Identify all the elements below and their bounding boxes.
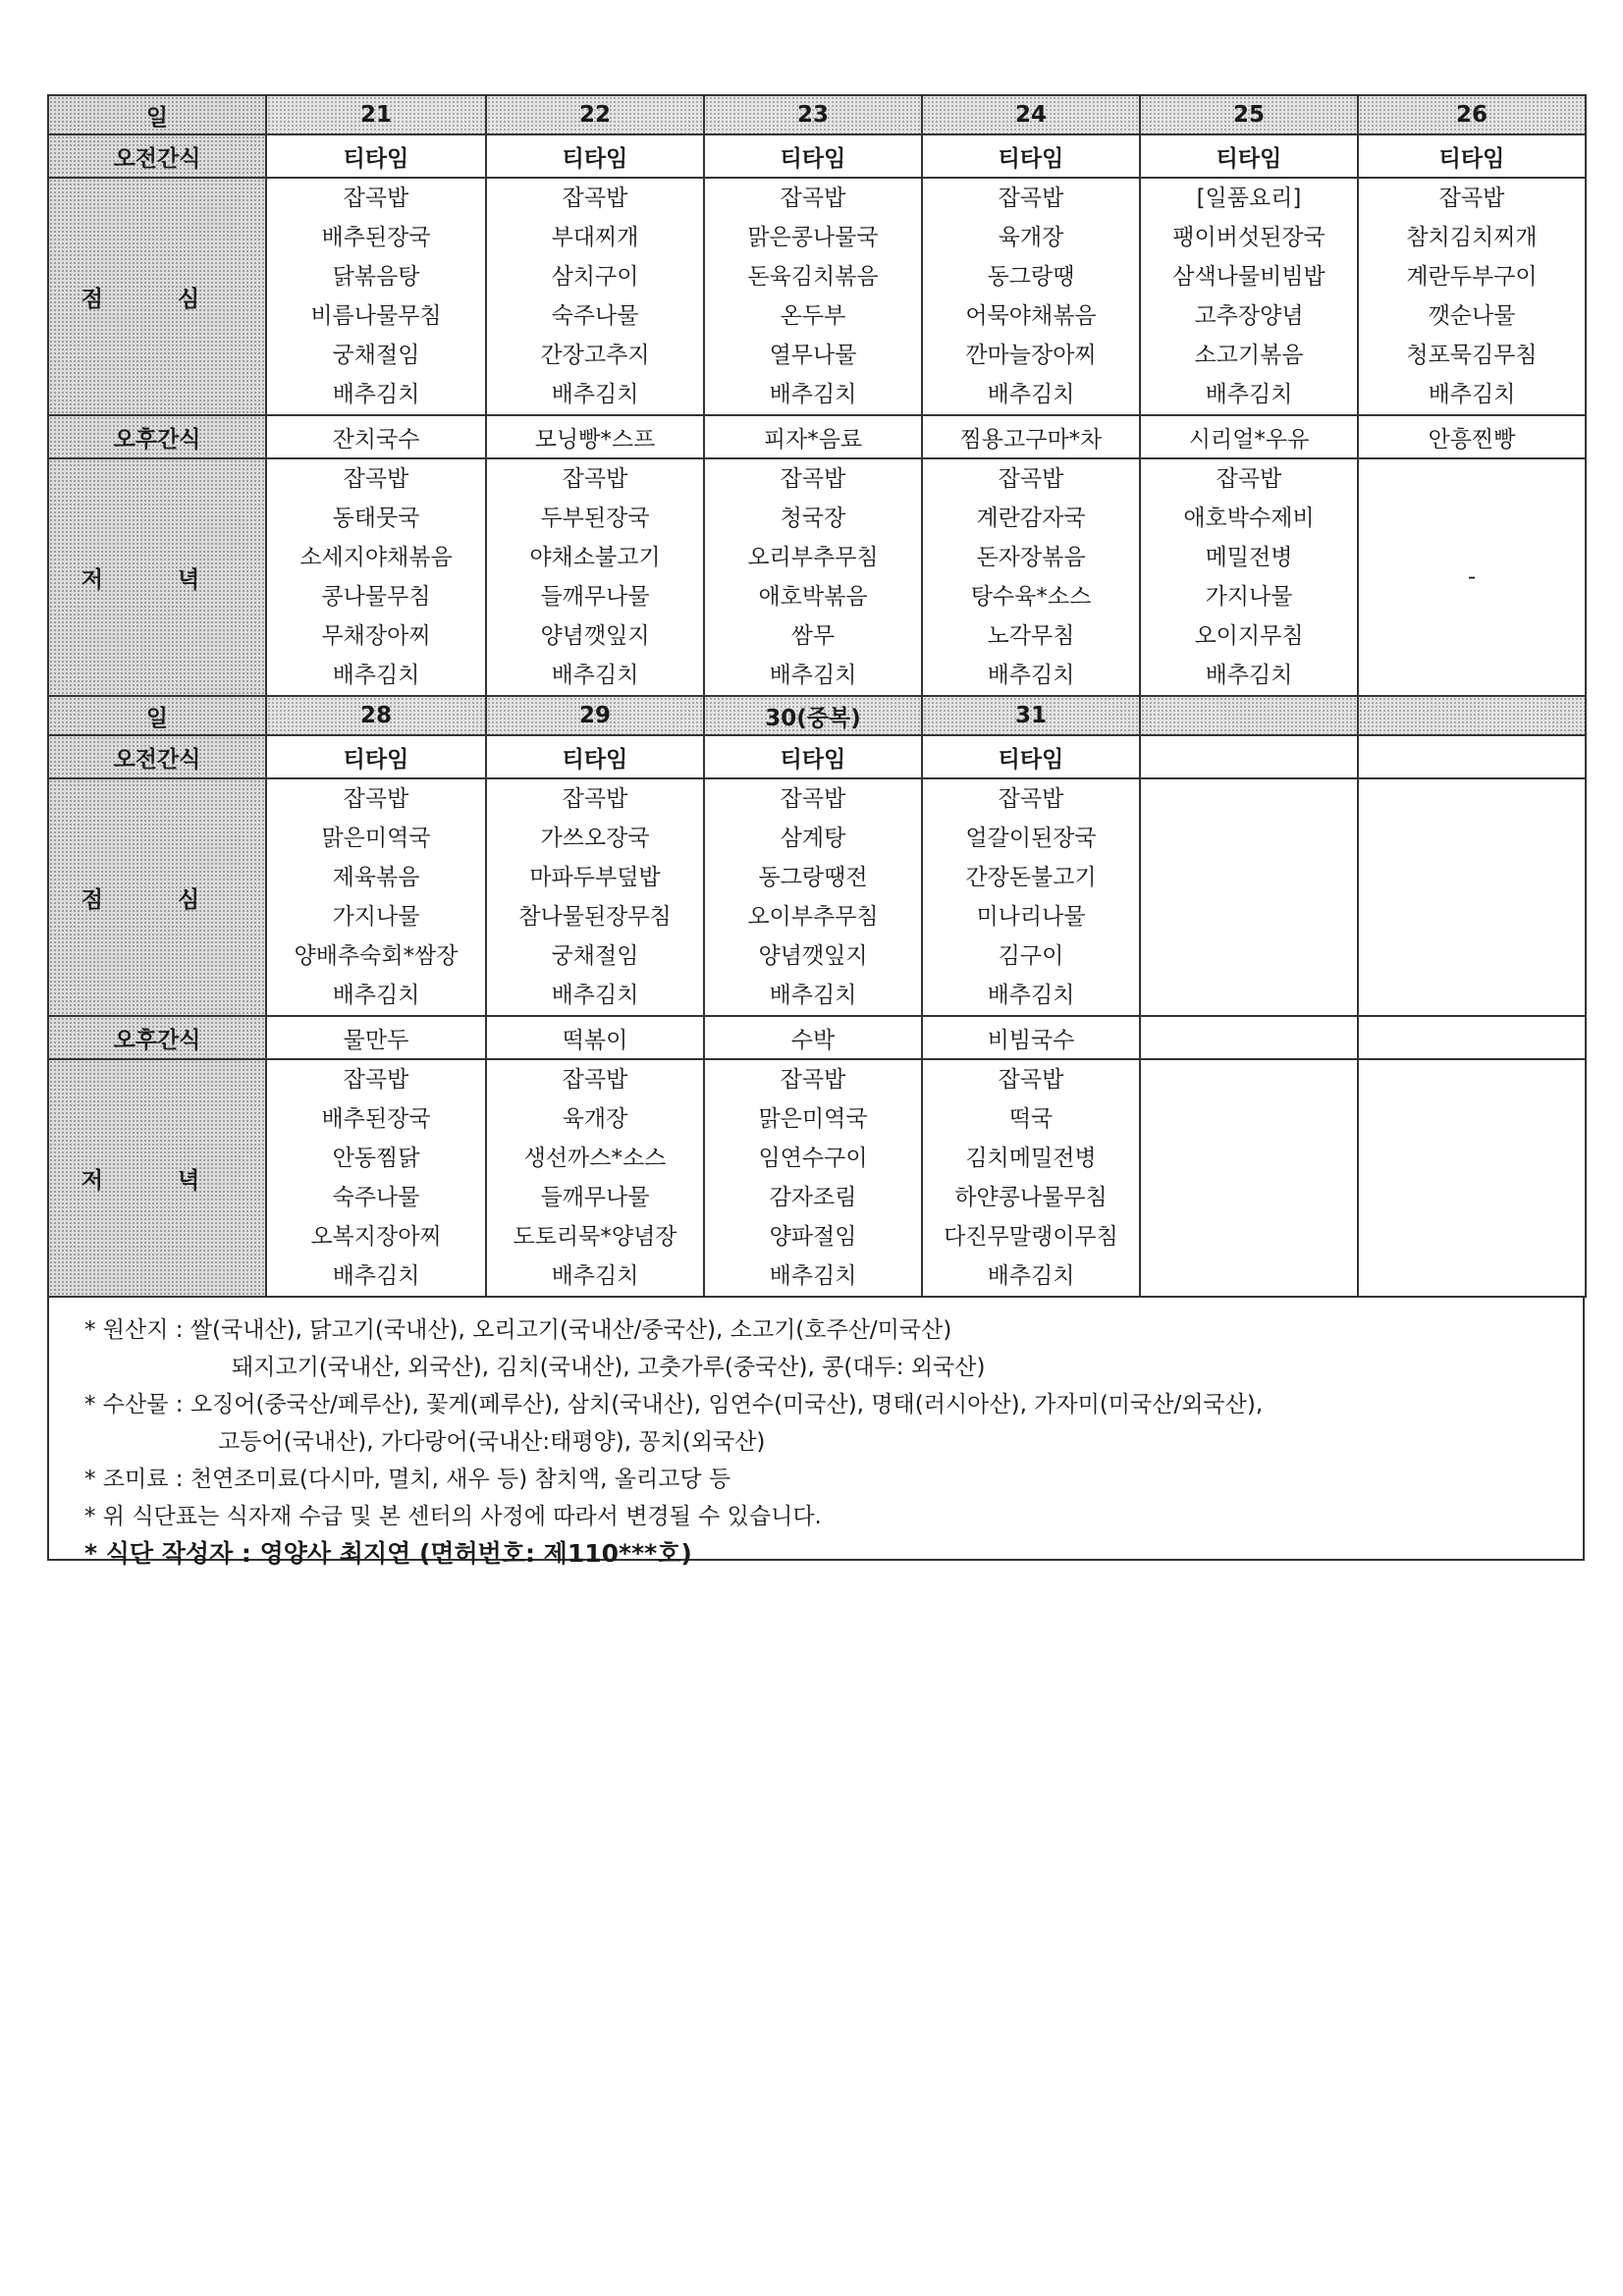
menu-item: 쌈무 (790, 623, 836, 649)
menu-item: 배추김치 (1205, 663, 1293, 688)
menu-item: 배추김치 (551, 1263, 639, 1289)
menu-item: 숙주나물 (551, 303, 639, 329)
seafood-note-cont: 고등어(국내산), 가다랑어(국내산:태평양), 꽁치(외국산) (218, 1429, 766, 1455)
menu-item: 양배추숙회*쌈장 (294, 943, 459, 969)
menu-item: 간장고추지 (540, 343, 650, 368)
menu-item: 청포묵김무침 (1406, 343, 1538, 368)
menu-item: 김구이 (998, 943, 1064, 969)
menu-item: 삼계탕 (780, 826, 846, 851)
dinner-row (48, 458, 1586, 696)
menu-item: 제육볶음 (332, 865, 420, 890)
lunch-cell (704, 778, 922, 1016)
day-cell: 25 (1140, 95, 1358, 134)
row-label-day: 일 (48, 696, 266, 735)
afternoon-snack-cell: 안흥찐빵 (1358, 415, 1586, 458)
menu-item: 가지나물 (332, 904, 420, 930)
dinner-cell (922, 458, 1140, 696)
menu-item: 감자조림 (769, 1185, 857, 1210)
menu-item: 배추김치 (987, 382, 1075, 407)
dinner-cell (704, 1059, 922, 1297)
menu-item: 도토리묵*양념장 (513, 1224, 677, 1250)
day-cell: 23 (704, 95, 922, 134)
afternoon-snack-cell: 잔치국수 (266, 415, 486, 458)
day-cell: 30(중복) (704, 696, 922, 735)
menu-item: 콩나물무침 (321, 584, 431, 610)
morning-snack-cell: 티타임 (1358, 134, 1586, 178)
dinner-cell (1358, 1059, 1586, 1297)
menu-item: 비름나물무침 (310, 303, 442, 329)
seasoning-note: * 조미료 : 천연조미료(다시마, 멸치, 새우 등) 참치액, 올리고당 등 (84, 1467, 731, 1492)
lunch-cell (266, 178, 486, 415)
menu-item: 오이지무침 (1194, 623, 1304, 649)
afternoon-snack-cell: 피자*음료 (704, 415, 922, 458)
menu-item: 깐마늘장아찌 (965, 343, 1097, 368)
menu-item: 배추김치 (551, 382, 639, 407)
menu-item: 잡곡밥 (562, 786, 628, 812)
day-cell: 22 (486, 95, 704, 134)
menu-item: 임연수구이 (758, 1146, 868, 1171)
menu-item: 배추김치 (987, 983, 1075, 1008)
row-label-lunch: 점 심 (48, 178, 266, 415)
menu-item: 잡곡밥 (1438, 186, 1505, 211)
day-cell: 29 (486, 696, 704, 735)
seafood-note: * 수산물 : 오징어(중국산/페루산), 꽃게(페루산), 삼치(국내산), 임연수(미국산), 명태(러시아산), 가자미(미국산/외국산), (84, 1392, 1264, 1417)
afternoon-snack-cell: 떡볶이 (486, 1016, 704, 1059)
dinner-cell (1358, 458, 1586, 696)
menu-item: 마파두부덮밥 (529, 865, 661, 890)
menu-item: 배추김치 (551, 663, 639, 688)
menu-item: 배추김치 (332, 382, 420, 407)
menu-item: 계란감자국 (976, 506, 1086, 531)
menu-item: 양념깻잎지 (540, 623, 650, 649)
afternoon-snack-cell: 모닝빵*스프 (486, 415, 704, 458)
menu-item: 탕수육*소스 (970, 584, 1092, 610)
menu-item: 배추김치 (1205, 382, 1293, 407)
menu-item: 돈자장볶음 (976, 545, 1086, 570)
menu-item: 다진무말랭이무침 (944, 1224, 1118, 1250)
menu-item: 가쓰오장국 (540, 826, 650, 851)
day-cell: 31 (922, 696, 1140, 735)
menu-item: 생선까스*소스 (523, 1146, 667, 1171)
lunch-row (48, 778, 1586, 1016)
menu-item: 배추김치 (332, 983, 420, 1008)
menu-item: 잡곡밥 (998, 186, 1064, 211)
weekly-menu-table (47, 94, 1587, 1298)
lunch-cell (486, 778, 704, 1016)
menu-item: 배추김치 (332, 663, 420, 688)
menu-item: 잡곡밥 (343, 1067, 409, 1093)
menu-item: 잡곡밥 (998, 1067, 1064, 1093)
menu-item: 삼치구이 (551, 264, 639, 290)
origin-note-cont: 돼지고기(국내산, 외국산), 김치(국내산), 고춧가루(중국산), 콩(대두: 외국산) (232, 1355, 986, 1380)
lunch-cell (1140, 778, 1358, 1016)
day-cell (1358, 696, 1586, 735)
menu-item: 맑은미역국 (321, 826, 431, 851)
menu-item: 안동찜닭 (332, 1146, 420, 1171)
menu-item: 오이부추무침 (747, 904, 879, 930)
menu-item: 야채소불고기 (529, 545, 661, 570)
row-label-lunch: 점 심 (48, 778, 266, 1016)
menu-item: 동그랑땡 (987, 264, 1075, 290)
lunch-row (48, 178, 1586, 415)
dinner-cell (486, 1059, 704, 1297)
menu-item: 팽이버섯된장국 (1172, 225, 1325, 250)
menu-sheet (47, 94, 1585, 1568)
menu-item: 닭볶음탕 (332, 264, 420, 290)
row-label-afternoon-snack: 오후간식 (48, 1016, 266, 1059)
menu-item: 동태뭇국 (332, 506, 420, 531)
menu-item: 잡곡밥 (1216, 466, 1282, 492)
menu-item: 고추장양념 (1194, 303, 1304, 329)
menu-item: 온두부 (780, 303, 846, 329)
afternoon-snack-row (48, 1016, 1586, 1059)
menu-item: 맑은콩나물국 (747, 225, 879, 250)
row-label-morning-snack: 오전간식 (48, 735, 266, 778)
afternoon-snack-cell: 물만두 (266, 1016, 486, 1059)
menu-item: 하얀콩나물무침 (954, 1185, 1108, 1210)
menu-item: 들깨무나물 (540, 1185, 650, 1210)
afternoon-snack-cell: 찜용고구마*차 (922, 415, 1140, 458)
menu-item: 떡국 (1008, 1106, 1054, 1132)
menu-item: 노각무침 (987, 623, 1075, 649)
morning-snack-cell: 티타임 (486, 735, 704, 778)
row-label-day: 일 (48, 95, 266, 134)
row-label-dinner: 저 녁 (48, 458, 266, 696)
menu-item: 참나물된장무침 (518, 904, 672, 930)
menu-item: 간장돈불고기 (965, 865, 1097, 890)
menu-item: 소고기볶음 (1194, 343, 1304, 368)
morning-snack-row (48, 735, 1586, 778)
menu-item: 잡곡밥 (780, 786, 846, 812)
menu-item: 무채장아찌 (321, 623, 431, 649)
lunch-cell (922, 178, 1140, 415)
morning-snack-cell (1140, 735, 1358, 778)
row-label-afternoon-snack: 오후간식 (48, 415, 266, 458)
menu-item: 소세지야채볶음 (299, 545, 453, 570)
afternoon-snack-cell: 수박 (704, 1016, 922, 1059)
menu-item: 애호박수제비 (1183, 506, 1315, 531)
menu-item: 잡곡밥 (998, 466, 1064, 492)
menu-item: 얼갈이된장국 (965, 826, 1097, 851)
menu-item: 양파절임 (769, 1224, 857, 1250)
menu-item: 배추김치 (769, 382, 857, 407)
menu-item: 들깨무나물 (540, 584, 650, 610)
morning-snack-cell: 티타임 (1140, 134, 1358, 178)
menu-item: 잡곡밥 (562, 466, 628, 492)
menu-item: 김치메밀전병 (965, 1146, 1097, 1171)
menu-item: 숙주나물 (332, 1185, 420, 1210)
menu-item: 동그랑땡전 (758, 865, 868, 890)
morning-snack-cell: 티타임 (704, 735, 922, 778)
afternoon-snack-cell (1358, 1016, 1586, 1059)
menu-item: 잡곡밥 (780, 186, 846, 211)
menu-item: 애호박볶음 (758, 584, 868, 610)
day-cell (1140, 696, 1358, 735)
menu-item: 청국장 (780, 506, 846, 531)
menu-item: 맑은미역국 (758, 1106, 868, 1132)
day-cell: 21 (266, 95, 486, 134)
menu-item: 배추김치 (769, 663, 857, 688)
menu-item: 궁채절임 (332, 343, 420, 368)
menu-item: 오복지장아찌 (310, 1224, 442, 1250)
row-label-morning-snack: 오전간식 (48, 134, 266, 178)
dinner-cell (266, 458, 486, 696)
morning-snack-cell (1358, 735, 1586, 778)
dinner-cell (1140, 1059, 1358, 1297)
day-header-row (48, 95, 1586, 134)
menu-item: 육개장 (562, 1106, 628, 1132)
menu-item: 돈육김치볶음 (747, 264, 879, 290)
morning-snack-cell: 티타임 (266, 735, 486, 778)
day-cell: 28 (266, 696, 486, 735)
menu-item: 배추김치 (987, 1263, 1075, 1289)
afternoon-snack-cell: 시리얼*우유 (1140, 415, 1358, 458)
menu-item: 메밀전병 (1205, 545, 1293, 570)
morning-snack-cell: 티타임 (266, 134, 486, 178)
menu-item: 어묵야채볶음 (965, 303, 1097, 329)
menu-item: 잡곡밥 (562, 1067, 628, 1093)
lunch-cell (1140, 178, 1358, 415)
day-cell: 26 (1358, 95, 1586, 134)
menu-item: 잡곡밥 (343, 786, 409, 812)
menu-item: 미나리나물 (976, 904, 1086, 930)
menu-item: 배추김치 (769, 983, 857, 1008)
morning-snack-cell: 티타임 (704, 134, 922, 178)
morning-snack-cell: 티타임 (922, 735, 1140, 778)
menu-item: 계란두부구이 (1406, 264, 1538, 290)
menu-item: 열무나물 (769, 343, 857, 368)
dinner-cell (704, 458, 922, 696)
dinner-cell (266, 1059, 486, 1297)
menu-item: 두부된장국 (540, 506, 650, 531)
dinner-row (48, 1059, 1586, 1297)
change-note: * 위 식단표는 식자재 수급 및 본 센터의 사정에 따라서 변경될 수 있습니다. (84, 1504, 822, 1529)
menu-item: 잡곡밥 (343, 186, 409, 211)
lunch-cell (1358, 178, 1586, 415)
origin-note: * 원산지 : 쌀(국내산), 닭고기(국내산), 오리고기(국내산/중국산), 소고기(호주산/미국산) (84, 1317, 952, 1343)
lunch-cell (922, 778, 1140, 1016)
menu-item: [일품요리] (1196, 186, 1302, 211)
menu-item: 잡곡밥 (780, 466, 846, 492)
lunch-cell (266, 778, 486, 1016)
menu-item: 오리부추무침 (747, 545, 879, 570)
menu-item: - (1467, 564, 1477, 590)
afternoon-snack-cell (1140, 1016, 1358, 1059)
dinner-cell (1140, 458, 1358, 696)
menu-item: 깻순나물 (1428, 303, 1516, 329)
menu-item: 배추김치 (551, 983, 639, 1008)
menu-item: 육개장 (998, 225, 1064, 250)
menu-item: 배추된장국 (321, 225, 431, 250)
afternoon-snack-cell: 비빔국수 (922, 1016, 1140, 1059)
morning-snack-row (48, 134, 1586, 178)
lunch-cell (486, 178, 704, 415)
menu-item: 참치김치찌개 (1406, 225, 1538, 250)
menu-item: 가지나물 (1205, 584, 1293, 610)
menu-item: 배추김치 (769, 1263, 857, 1289)
day-header-row (48, 696, 1586, 735)
menu-item: 잡곡밥 (562, 186, 628, 211)
menu-item: 배추김치 (987, 663, 1075, 688)
dinner-cell (922, 1059, 1140, 1297)
menu-item: 배추김치 (1428, 382, 1516, 407)
menu-item: 잡곡밥 (343, 466, 409, 492)
menu-item: 배추김치 (332, 1263, 420, 1289)
morning-snack-cell: 티타임 (922, 134, 1140, 178)
menu-item: 배추된장국 (321, 1106, 431, 1132)
menu-item: 삼색나물비빔밥 (1172, 264, 1325, 290)
day-cell: 24 (922, 95, 1140, 134)
morning-snack-cell: 티타임 (486, 134, 704, 178)
menu-item: 부대찌개 (551, 225, 639, 250)
lunch-cell (704, 178, 922, 415)
dinner-cell (486, 458, 704, 696)
row-label-dinner: 저 녁 (48, 1059, 266, 1297)
menu-item: 양념깻잎지 (758, 943, 868, 969)
author-note: * 식단 작성자 : 영양사 최지연 (면허번호: 제110***호) (84, 1539, 692, 1568)
menu-item: 잡곡밥 (780, 1067, 846, 1093)
notes-section (47, 1298, 1585, 1568)
lunch-cell (1358, 778, 1586, 1016)
menu-item: 잡곡밥 (998, 786, 1064, 812)
afternoon-snack-row (48, 415, 1586, 458)
menu-item: 궁채절임 (551, 943, 639, 969)
